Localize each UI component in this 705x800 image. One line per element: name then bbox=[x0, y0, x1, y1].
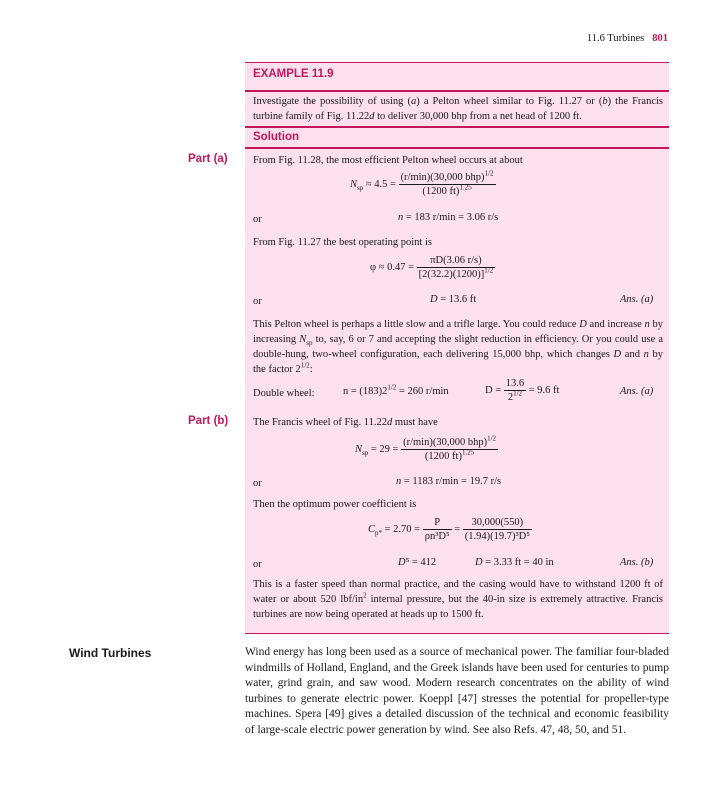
part-a-intro: From Fig. 11.28, the most efficient Pelton wheel occurs at about bbox=[253, 155, 523, 166]
or-label: or bbox=[253, 559, 262, 570]
section-heading-wind: Wind Turbines bbox=[69, 646, 152, 660]
part-a-label: Part (a) bbox=[188, 153, 228, 165]
answer-b: Ans. (b) bbox=[620, 557, 654, 568]
equation-d-a: D = 13.6 ft bbox=[430, 294, 477, 305]
solution-rule bbox=[245, 147, 669, 149]
problem-statement: Investigate the possibility of using (a) a Pelton wheel similar to Fig. 11.27 or (b) the Francis turbine family of Fig. 11.22d to deliver 30,000 bhp from a net head of 1200 ft. bbox=[253, 96, 663, 122]
page-number: 801 bbox=[652, 33, 668, 44]
part-b-discussion: This is a faster speed than normal practice, and the casing would have to withstand 1200 ft of water or about 520 lbf/$in^2$ internal pressure, but the 40-in size is extremely attractive. Francis turbines are now being operated at heads up to 1500 ft. bbox=[253, 579, 664, 620]
wind-paragraph: Wind energy has long been used as a source of mechanical power. The familiar four-bladed windmills of Holland, England, and the Greek islands have been used for centuries to pump water, grind grain, and saw wood. Modern research concentrates on the ability of wind turbines to generate electric power. Koeppl [47] stresses the potential for propeller-type machines. Spera [49] gives a detailed discussion of the technical and economic feasibility of large-scale electric power generation by wind. See also Refs. 47, 48, 50, and 51. bbox=[245, 646, 669, 736]
equation-n-b: n = 1183 r/min = 19.7 r/s bbox=[396, 476, 502, 487]
answer-a: Ans. (a) bbox=[620, 294, 654, 305]
equation-phi: φ ≈ 0.47 = $\frac{\pi D(3.06 r/s)}{[2(32.2)(1200)]^{1/2}}$ bbox=[370, 255, 494, 280]
equation-nsp-b: $N_{sp} = 29$ = $\frac{(r/\min)(30,000 bhp)^{1/2}}{(1200 ft)^{1.25}}$ bbox=[355, 434, 497, 462]
solution-heading: Solution bbox=[253, 131, 299, 143]
part-a-discussion: This Pelton wheel is perhaps a little slow and a trifle large. You could reduce D and increase n by increasing $N_{sp}$ to, say, 6 or 7 and accepting the slight reduction in efficiency. Or you could use a double-hung, two-wheel configuration, each delivering 15,000 bhp, which changes D and n by the factor $2^{1/2}$: bbox=[253, 319, 663, 375]
or-label: or bbox=[253, 478, 262, 489]
equation-d5: D⁵ = 412 bbox=[398, 557, 437, 568]
part-a-intro2: From Fig. 11.27 the best operating point is bbox=[253, 237, 432, 248]
equation-n-double-text: $n = (183)2^{1/2} = 260$ r/min bbox=[343, 383, 449, 397]
or-label: or bbox=[253, 296, 262, 307]
equation-cp: $C_{p*} = 2.70$ = $\frac{P}{\text{ρn³D⁵}}$ = $\frac{30,000(550)}{\text{(1.94)(19.7)³D⁵}}$ bbox=[368, 517, 530, 542]
equation-nsp-a: $N_{sp} \approx 4.5$ = $\frac{(r/\min)(30,000 bhp)^{1/2}}{(1200 ft)^{1.25}}$ bbox=[350, 169, 494, 197]
part-b-intro2: Then the optimum power coefficient is bbox=[253, 499, 417, 510]
equation-d-double: D = $\frac{13.6}{2^{1/2}}$ = 9.6 ft bbox=[485, 378, 560, 403]
answer-a-double: Ans. (a) bbox=[620, 386, 654, 397]
section-title: 11.6 Turbines bbox=[586, 33, 645, 44]
or-label: or bbox=[253, 214, 262, 225]
problem-rule bbox=[245, 126, 669, 128]
equation-d-b: D = 3.33 ft = 40 in bbox=[475, 557, 554, 568]
example-title: EXAMPLE 11.9 bbox=[253, 68, 334, 80]
part-b-label: Part (b) bbox=[188, 415, 229, 427]
part-b-intro: The Francis wheel of Fig. 11.22d must have bbox=[253, 417, 438, 428]
equation-n-a: n = 183 r/min = 3.06 r/s bbox=[398, 212, 499, 223]
double-wheel-label: Double wheel: bbox=[253, 388, 315, 399]
running-header bbox=[587, 33, 668, 44]
title-rule bbox=[245, 90, 669, 92]
